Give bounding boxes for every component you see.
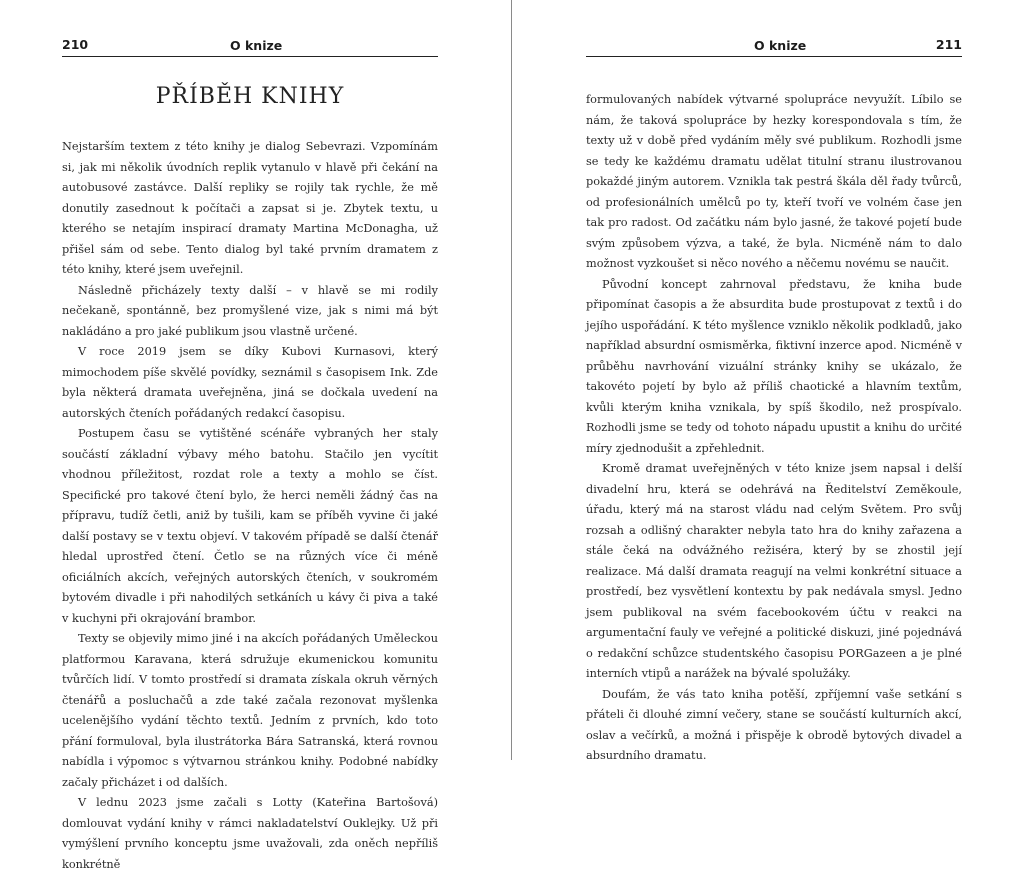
page-number: 211 [935,37,962,52]
right-page [514,0,1024,760]
paragraph: Kromě dramat uveřejněných v této knize jsem napsal i delší divadelní hru, která se odehrává na Ředitelství Zeměkoule, úřadu, který má na starost vládu nad celým Světem. Pro svůj rozsah a odlišný charakter nebyla tato hra do knihy zařazena a stále čeká na odvážného režiséra, který by se zhostil její realizace. Má další dramata reagují na velmi konkrétní situace a prostředí, bez vysvětlení kontextu by pak nedávala smysl. Jedno jsem publikoval na svém facebookovém účtu v reakci na argumentační fauly ve veřejné a politické diskuzi, jiné pojednává o redakční schůzce studentského časopisu PORGazeen a je plné interních vtipů a narážek na bývalé spolužáky. [586,462,962,680]
paragraph: Původní koncept zahrnoval představu, že kniha bude připomínat časopis a že absurdita bude prostupovat z textů i do jejího uspořádání. K této myšlence vzniklo několik podkladů, jako například absurdní osmisměrka, fiktivní inzerce apod. Nicméně v průběhu navrhování vizuální stránky knihy se ukázalo, že takovéto pojetí by bylo až příliš chaotické a hlavním textům, kvůli kterým kniha vznikala, by spíš škodilo, než prospívalo. Rozhodli jsme se tedy od tohoto nápadu upustit a knihu do určité míry zjednodušit a zpřehlednit. [586,277,962,455]
left-page [0,0,510,871]
book-gutter [511,0,512,760]
header-rule [62,56,438,57]
paragraph: Postupem času se vytištěné scénáře vybraných her staly součástí základní výbavy mého batohu. Stačilo jen vycítit vhodnou příležitost, rozdat role a texty a mohlo se číst. Specifické pro takové čtení bylo, že herci neměli žádný čas na přípravu, tudíž četli, aniž by tušili, kam se příběh vyvine či jaké další postavy se v textu objeví. V takovém případě se další čtenář hledal uprostřed čtení. Četlo se na různých více či méně oficiálních akcích, veřejných autorských čteních, v soukromém bytovém divadle i při nahodilých setkáních u kávy či piva a také v kuchyni při okrajování brambor. [62,427,438,625]
paragraph: Následně přicházely texty další – v hlavě se mi rodily nečekaně, spontánně, bez promyšlené vize, jak s nimi má být nakládáno a pro jaké publikum jsou vlastně určené. [62,283,438,338]
left-page-body [62,137,438,875]
left-page-header [62,37,438,57]
header-rule [586,56,962,57]
paragraph: Nejstarším textem z této knihy je dialog Sebevrazi. Vzpomínám si, jak mi několik úvodních replik vytanulo v hlavě při čekání na autobusové zastávce. Další repliky se rojily tak rychle, že mě donutily zasednout k počítači a zapsat si je. Zbytek textu, u kterého se netajím inspirací dramaty Martina McDonagha, už přišel sám od sebe. Tento dialog byl také prvním dramatem z této knihy, které jsem uveřejnil. [62,140,438,276]
right-page-header [586,37,962,57]
paragraph: V lednu 2023 jsme začali s Lotty (Kateřina Bartošová) domlouvat vydání knihy v rámci nakladatelství Ouklejky. Už při vymýšlení prvního konceptu jsme uvažovali, zda oněch nepříliš konkrétně [62,796,438,871]
chapter-title: PŘÍBĚH KNIHY [155,84,345,109]
page-number: 210 [62,37,89,52]
paragraph: Doufám, že vás tato kniha potěší, zpříjemní vaše setkání s přáteli či dlouhé zimní večery, stane se součástí kulturních akcí, oslav a večírků, a možná i přispěje k obrodě bytových divadel a absurdního dramatu. [586,687,962,762]
running-title: O knize [230,38,283,53]
paragraph: formulovaných nabídek výtvarné spolupráce nevyužít. Líbilo se nám, že taková spolupráce by hezky korespondovala s tím, že texty už v době před vydáním měly své publikum. Rozhodli jsme se tedy ke každému dramatu udělat titulní stranu ilustrovanou pokaždé jiným autorem. Vznikla tak pestrá škála děl řady tvůrců, od profesionálních umělců po ty, kteří tvoří ve volném čase jen tak pro radost. Od začátku nám bylo jasné, že takové pojetí bude svým způsobem výzva, a také, že byla. Nicméně nám to dalo možnost vyzkoušet si něco nového a něčemu novému se naučit. [586,93,962,270]
paragraph: V roce 2019 jsem se díky Kubovi Kurnasovi, který mimochodem píše skvělé povídky, seznámil s časopisem Ink. Zde byla některá dramata uveřejněna, jiná se dočkala uvedení na autorských čteních pořádaných redakcí časopisu. [62,345,438,420]
running-title: O knize [754,38,807,53]
paragraph: Texty se objevily mimo jiné i na akcích pořádaných Uměleckou platformou Karavana, která sdružuje ekumenickou komunitu tvůrčích lidí. V tomto prostředí si dramata získala okruh věrných čtenářů a posluchačů a zde také začala rezonovat myšlenka ucelenějšího vydání těchto textů. Jedním z prvních, kdo toto přání formuloval, byla ilustrátorka Bára Satranská, která rovnou nabídla i výpomoc s výtvarnou stránkou knihy. Podobné nabídky začaly přicházet i od dalších. [62,632,438,789]
right-page-body [586,90,962,767]
